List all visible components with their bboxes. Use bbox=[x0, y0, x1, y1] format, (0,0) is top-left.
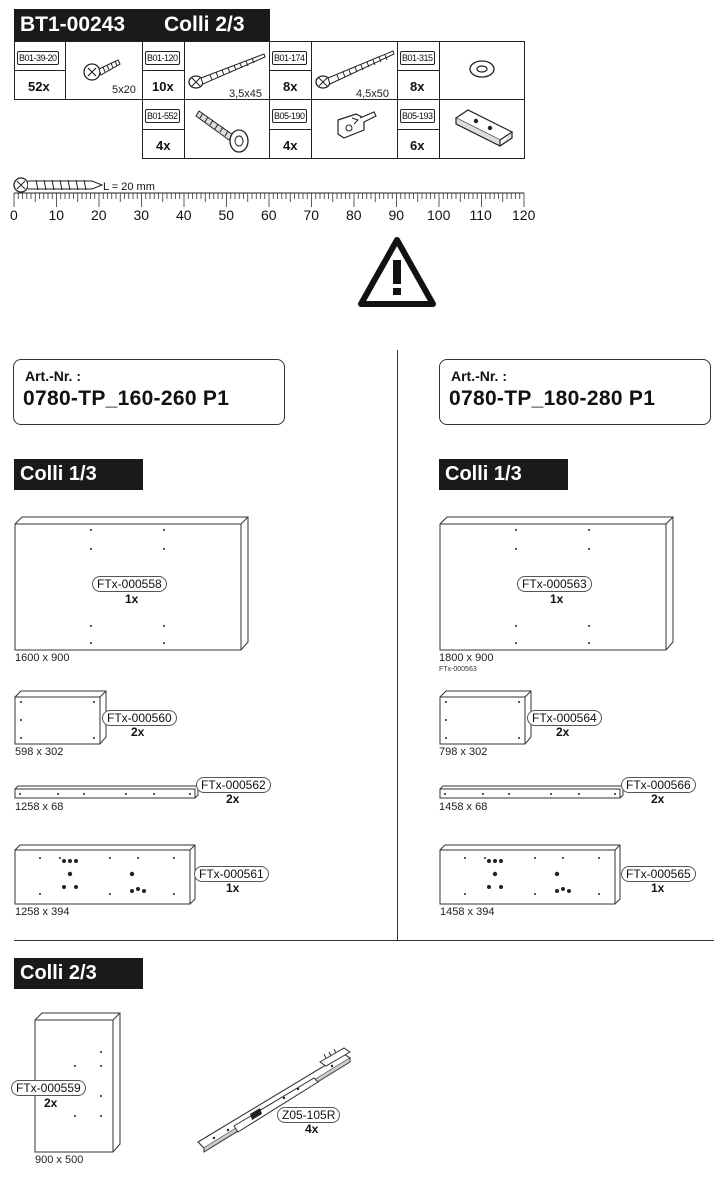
part-dims: 598 x 302 bbox=[15, 746, 64, 758]
part-id: FTx-000566 bbox=[621, 777, 696, 793]
article-label: Art.-Nr. : bbox=[25, 368, 81, 384]
ruler-label: 120 bbox=[512, 207, 536, 223]
part-id: Z05-105R bbox=[277, 1107, 340, 1123]
part-id: FTx-000565 bbox=[621, 866, 696, 882]
article-number: 0780-TP_160-260 P1 bbox=[23, 387, 230, 410]
colli-title: Colli 2/3 bbox=[20, 962, 97, 984]
screw-countersunk-xlong-icon bbox=[313, 48, 397, 90]
section-divider bbox=[14, 940, 714, 941]
ruler-label: 110 bbox=[469, 207, 492, 223]
ruler bbox=[10, 192, 544, 208]
hw-code: B05-190 bbox=[274, 111, 305, 121]
hw-qty: 8x bbox=[283, 79, 298, 94]
part-qty: 1x bbox=[226, 881, 240, 895]
column-divider bbox=[397, 350, 398, 940]
ruler-label: 30 bbox=[133, 207, 150, 223]
part-qty: 1x bbox=[550, 592, 564, 606]
colli-header-left bbox=[14, 459, 143, 490]
ruler-label: 80 bbox=[346, 207, 362, 223]
ruler-label: 20 bbox=[91, 207, 107, 223]
part-qty: 2x bbox=[44, 1096, 58, 1110]
bolt-icon bbox=[195, 105, 257, 155]
header-code: BT1-00243 bbox=[20, 13, 126, 36]
hw-qty: 8x bbox=[410, 79, 425, 94]
screw-length-label: L = 20 mm bbox=[103, 181, 155, 193]
part-dims: 798 x 302 bbox=[439, 746, 488, 758]
article-label: Art.-Nr. : bbox=[451, 368, 507, 384]
part-id: FTx-000564 bbox=[527, 710, 602, 726]
hw-qty: 4x bbox=[156, 138, 171, 153]
hardware-header bbox=[14, 9, 270, 42]
part-dims: 1600 x 900 bbox=[15, 652, 70, 664]
part-qty: 2x bbox=[131, 725, 145, 739]
part-dims: 1258 x 394 bbox=[15, 906, 70, 918]
warning-triangle-icon bbox=[357, 236, 437, 308]
colli-header-2 bbox=[14, 958, 143, 989]
part-id: FTx-000559 bbox=[11, 1080, 86, 1096]
part-qty: 2x bbox=[226, 792, 240, 806]
part-qty: 1x bbox=[651, 881, 665, 895]
part-dims: 900 x 500 bbox=[35, 1154, 84, 1166]
washer-icon bbox=[466, 58, 498, 80]
drawer-slide-icon bbox=[194, 1044, 356, 1154]
ruler-label: 90 bbox=[388, 207, 405, 223]
panel-back bbox=[439, 844, 622, 906]
ruler-label: 0 bbox=[10, 207, 18, 223]
hw-qty: 10x bbox=[152, 79, 174, 94]
part-id: FTx-000562 bbox=[196, 777, 271, 793]
hw-qty: 6x bbox=[410, 138, 425, 153]
colli-title: Colli 1/3 bbox=[20, 463, 97, 485]
header-colli: Colli 2/3 bbox=[164, 13, 245, 36]
ruler-label: 50 bbox=[218, 207, 235, 223]
panel-small bbox=[14, 690, 108, 746]
part-id: FTx-000563 bbox=[517, 576, 592, 592]
ruler-label: 40 bbox=[176, 207, 192, 223]
panel-back bbox=[14, 844, 197, 906]
ruler-label: 70 bbox=[303, 207, 320, 223]
part-id: FTx-000558 bbox=[92, 576, 167, 592]
hw-code: B01-39-20 bbox=[19, 53, 57, 63]
part-id: FTx-000561 bbox=[194, 866, 269, 882]
article-number: 0780-TP_180-280 P1 bbox=[449, 387, 656, 410]
part-dims: 1800 x 900 bbox=[439, 652, 494, 664]
hw-code: B01-174 bbox=[274, 53, 305, 63]
ruler-label: 100 bbox=[427, 207, 451, 223]
hw-code: B01-315 bbox=[402, 53, 433, 63]
part-qty: 2x bbox=[556, 725, 570, 739]
part-dims: 1258 x 68 bbox=[15, 801, 64, 813]
ruler-label: 60 bbox=[261, 207, 277, 223]
hw-qty: 52x bbox=[28, 79, 50, 94]
part-qty: 4x bbox=[305, 1122, 319, 1136]
screw-flat-short-icon bbox=[80, 52, 125, 86]
screw-countersunk-long-icon bbox=[186, 50, 268, 90]
panel-strip bbox=[439, 785, 625, 799]
part-note: FTx-000563 bbox=[439, 666, 477, 673]
hw-size: 5x20 bbox=[112, 84, 136, 96]
hw-qty: 4x bbox=[283, 138, 298, 153]
colli-header-right bbox=[439, 459, 568, 490]
panel-strip bbox=[14, 785, 200, 799]
panel-small bbox=[439, 690, 533, 746]
article-box-left bbox=[13, 359, 285, 425]
hw-code: B01-120 bbox=[147, 53, 178, 63]
hw-code: B05-193 bbox=[402, 111, 433, 121]
part-id: FTx-000560 bbox=[102, 710, 177, 726]
connector-block-icon bbox=[452, 106, 516, 152]
part-qty: 2x bbox=[651, 792, 665, 806]
article-box-right bbox=[439, 359, 711, 425]
ruler-label: 10 bbox=[48, 207, 65, 223]
part-dims: 1458 x 394 bbox=[440, 906, 495, 918]
hw-size: 3,5x45 bbox=[229, 88, 263, 100]
colli-title: Colli 1/3 bbox=[445, 463, 522, 485]
hw-size: 4,5x50 bbox=[356, 88, 390, 100]
part-qty: 1x bbox=[125, 592, 139, 606]
part-dims: 1458 x 68 bbox=[439, 801, 488, 813]
shelf-support-icon bbox=[330, 106, 380, 146]
hw-code: B01-552 bbox=[147, 111, 178, 121]
